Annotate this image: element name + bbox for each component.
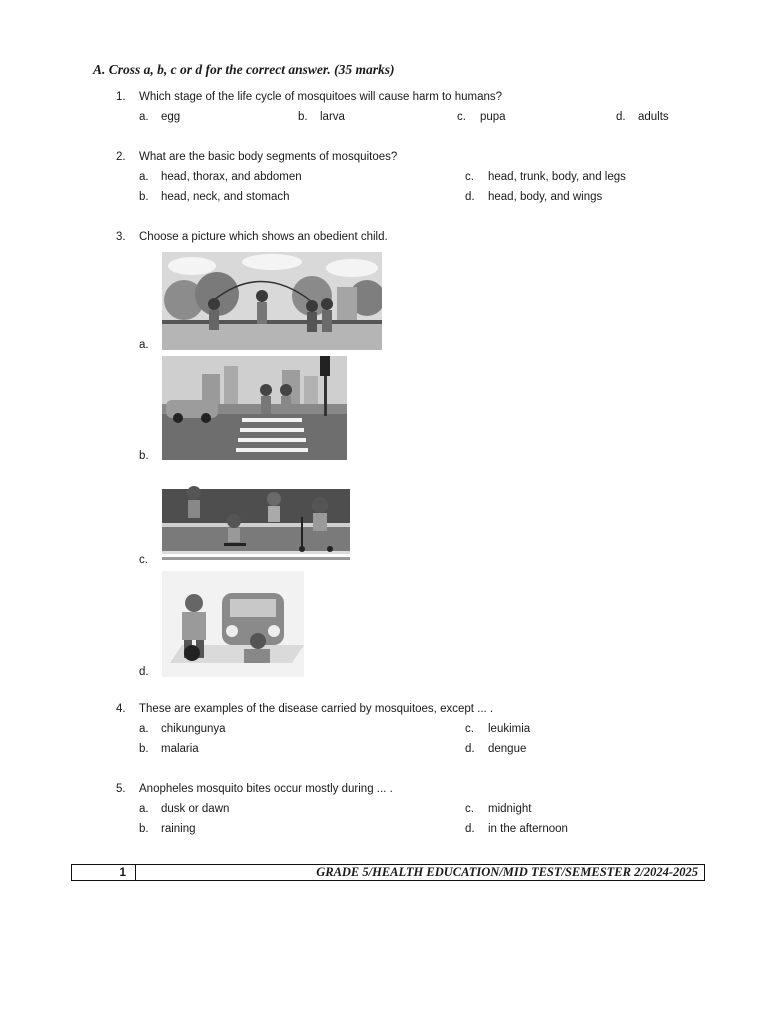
option-letter[interactable]: b. <box>298 111 308 123</box>
option-text: dusk or dawn <box>161 803 230 815</box>
option-letter[interactable]: d. <box>465 191 475 203</box>
jump-rope-picture[interactable] <box>162 252 382 350</box>
skateboarding-picture[interactable] <box>162 467 350 565</box>
option-letter[interactable]: b. <box>139 450 149 462</box>
option-letter[interactable]: a. <box>139 339 149 351</box>
option-letter[interactable]: b. <box>139 823 149 835</box>
page-footer <box>71 864 705 881</box>
child-in-front-of-car-picture[interactable] <box>162 571 304 677</box>
question-text: Anopheles mosquito bites occur mostly during ... . <box>139 783 393 795</box>
question-text: Which stage of the life cycle of mosquitoes will cause harm to humans? <box>139 91 503 103</box>
option-letter[interactable]: d. <box>465 823 475 835</box>
option-text: adults <box>638 111 669 123</box>
option-text: raining <box>161 823 196 835</box>
question-text: What are the basic body segments of mosquitoes? <box>139 151 398 163</box>
option-letter[interactable]: a. <box>139 111 149 123</box>
option-letter[interactable]: a. <box>139 803 149 815</box>
option-letter[interactable]: c. <box>465 723 474 735</box>
section-title: A. Cross a, b, c or d for the correct answer. (35 marks) <box>93 62 395 77</box>
option-text: head, thorax, and abdomen <box>161 171 302 183</box>
option-text: malaria <box>161 743 199 755</box>
question-number: 3. <box>116 231 126 243</box>
option-letter[interactable]: d. <box>465 743 475 755</box>
question-number: 2. <box>116 151 126 163</box>
option-text: midnight <box>488 803 532 815</box>
question-number: 5. <box>116 783 126 795</box>
option-letter[interactable]: b. <box>139 191 149 203</box>
option-letter[interactable]: c. <box>465 803 474 815</box>
question-text: Choose a picture which shows an obedient child. <box>139 231 388 243</box>
option-letter[interactable]: d. <box>616 111 626 123</box>
option-letter[interactable]: c. <box>457 111 466 123</box>
option-letter[interactable]: a. <box>139 723 149 735</box>
option-text: pupa <box>480 111 506 123</box>
option-letter[interactable]: c. <box>139 554 148 566</box>
question-number: 1. <box>116 91 126 103</box>
question-text: These are examples of the disease carried by mosquitoes, except ... . <box>139 703 494 715</box>
option-text: dengue <box>488 743 527 755</box>
option-text: larva <box>320 111 345 123</box>
option-letter[interactable]: d. <box>139 666 149 678</box>
zebra-crossing-picture[interactable] <box>162 356 347 460</box>
option-letter[interactable]: c. <box>465 171 474 183</box>
option-text: in the afternoon <box>488 823 568 835</box>
option-text: leukimia <box>488 723 531 735</box>
page-number: 1 <box>72 865 136 880</box>
option-letter[interactable]: b. <box>139 743 149 755</box>
option-text: egg <box>161 111 181 123</box>
option-text: head, body, and wings <box>488 191 603 203</box>
question-number: 4. <box>116 703 126 715</box>
option-text: head, trunk, body, and legs <box>488 171 626 183</box>
option-text: chikungunya <box>161 723 226 735</box>
footer-title: GRADE 5/HEALTH EDUCATION/MID TEST/SEMESTER 2/2024-2025 <box>316 865 698 879</box>
option-letter[interactable]: a. <box>139 171 149 183</box>
option-text: head, neck, and stomach <box>161 191 290 203</box>
